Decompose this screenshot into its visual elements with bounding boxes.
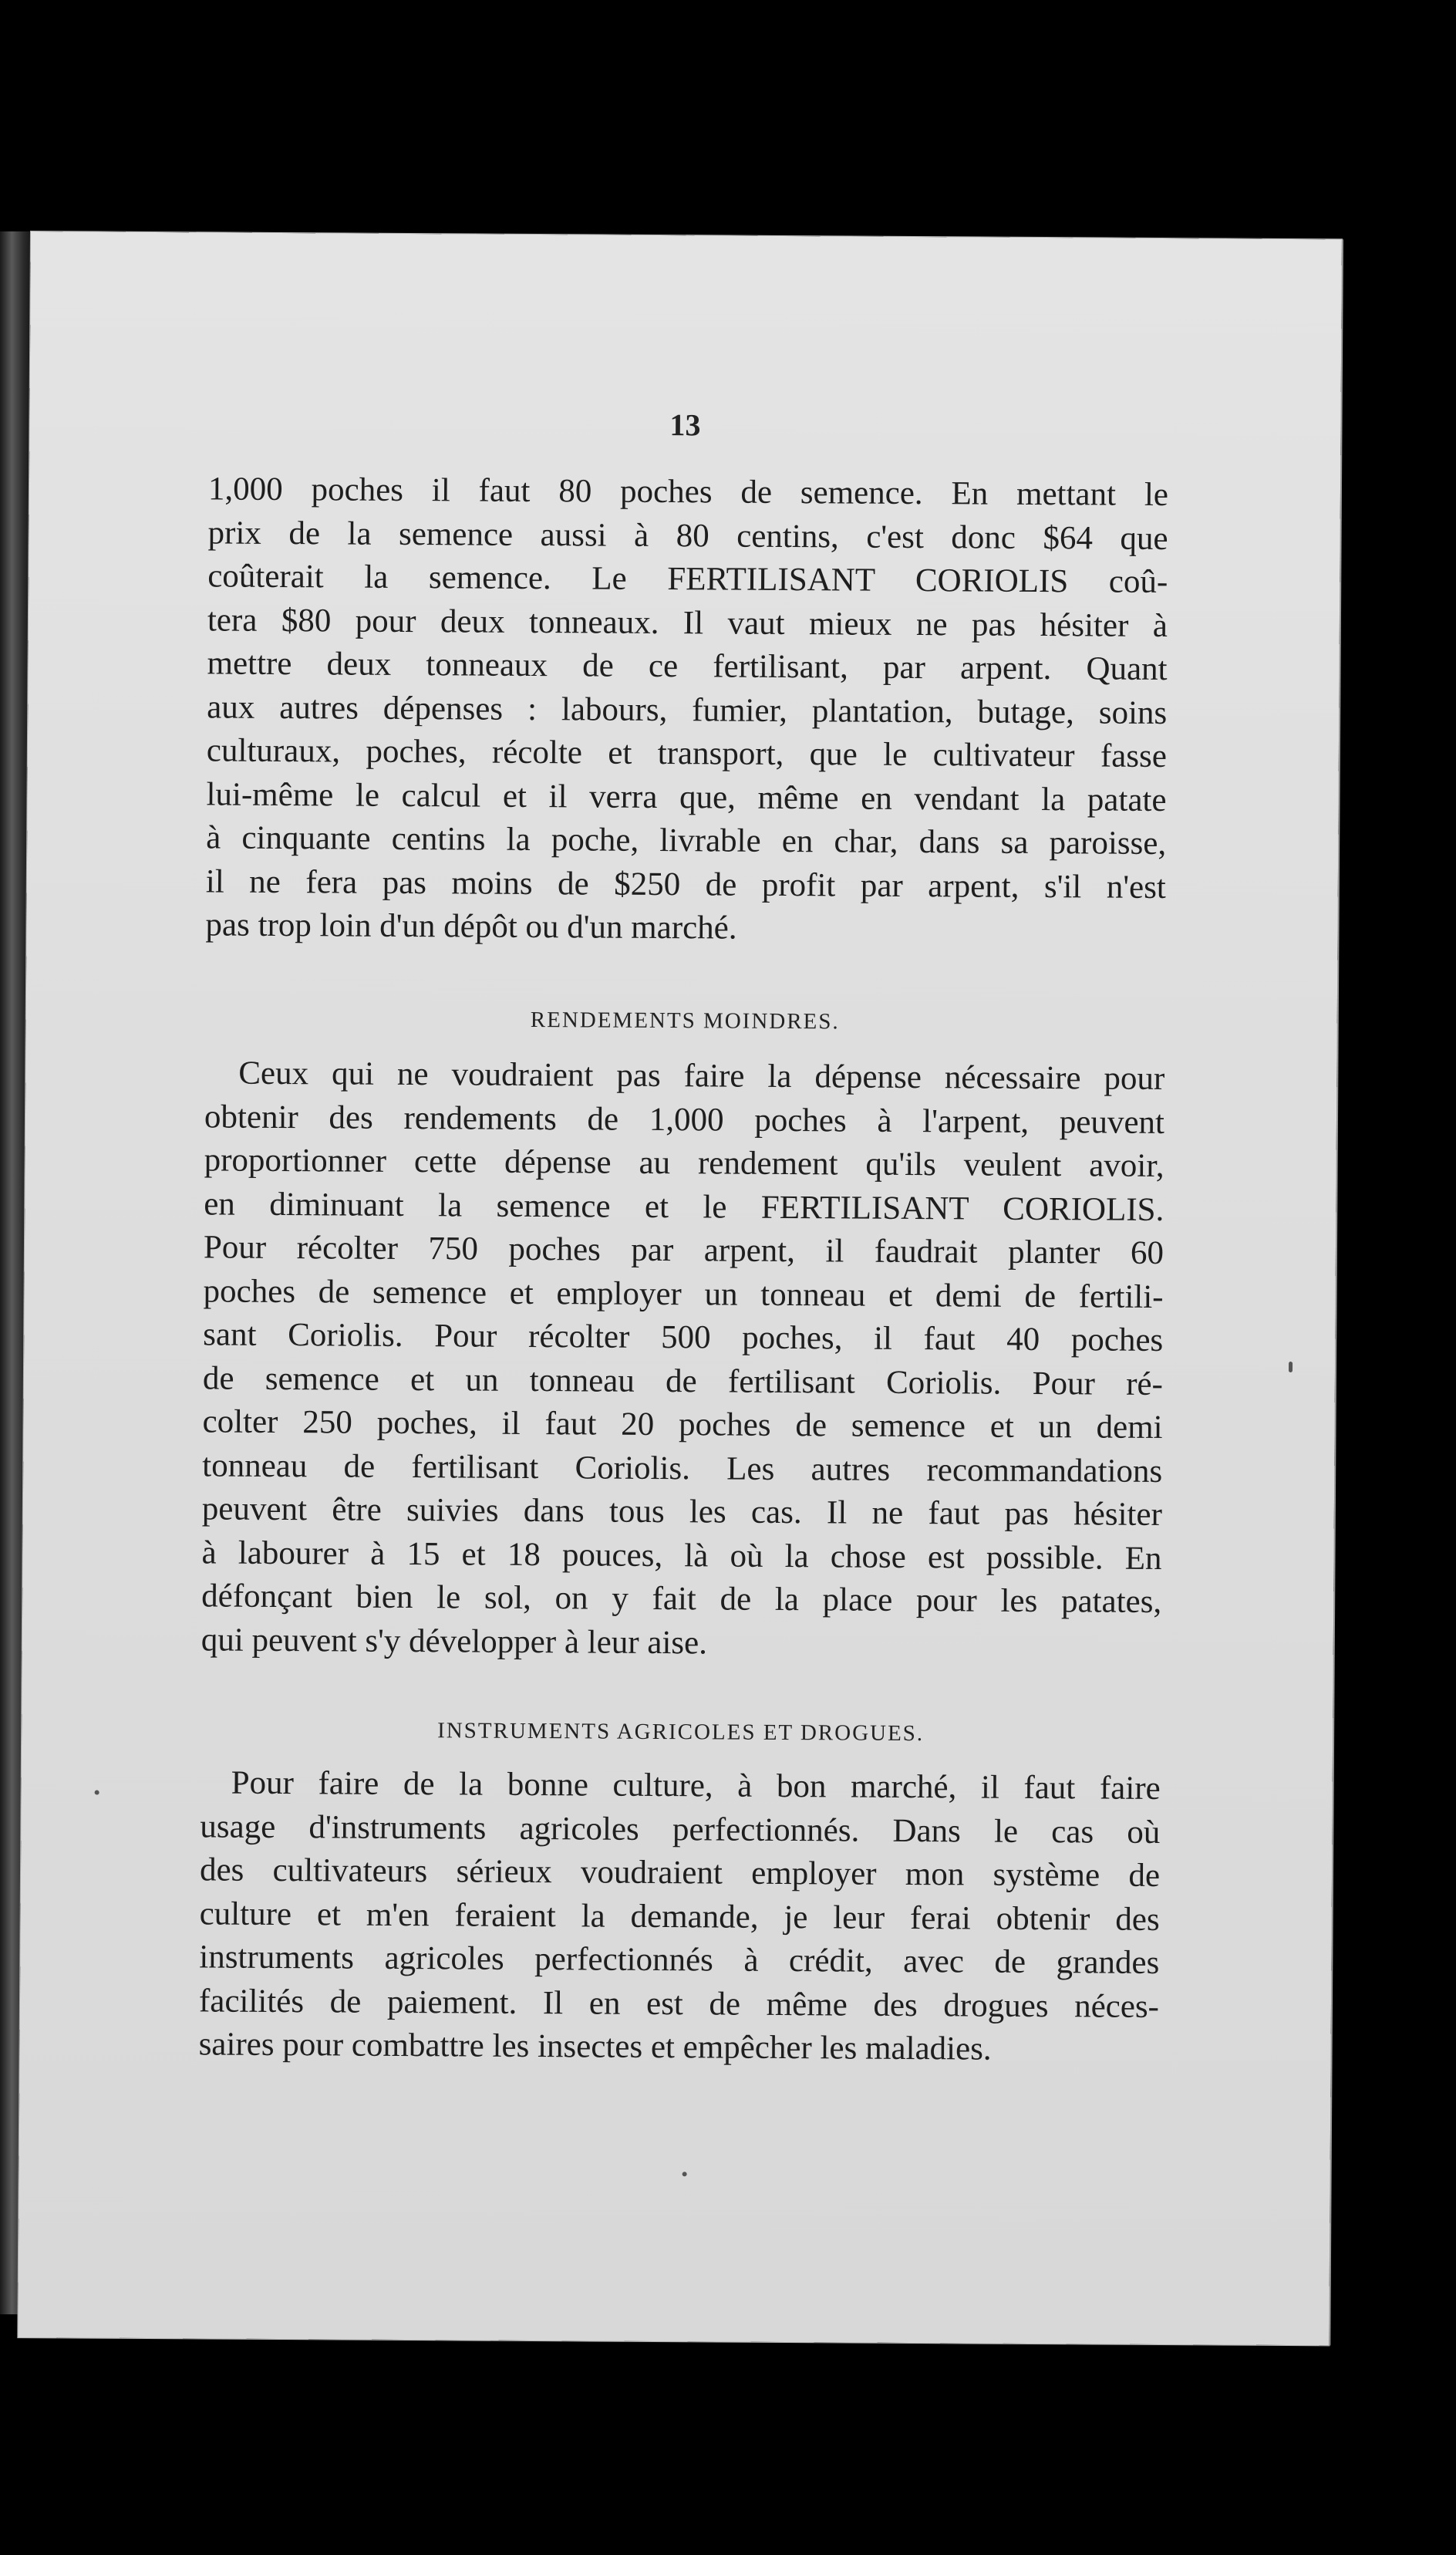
page-content xyxy=(18,231,1342,2345)
text-line: il ne fera pas moins de $250 de profit par arpent, s'il n'est xyxy=(205,862,1166,906)
text-line: défonçant bien le sol, on y fait de la place pour les patates, xyxy=(201,1578,1162,1620)
text-line: poches de semence et employer un tonneau et demi de fertili- xyxy=(203,1272,1164,1315)
text-line: culture et m'en feraient la demande, je leur ferai obtenir des xyxy=(199,1895,1160,1938)
text-line: qui peuvent s'y développer à leur aise. xyxy=(201,1621,708,1661)
text-line: à cinquante centins la poche, livrable en char, dans sa paroisse, xyxy=(206,819,1167,862)
text-line: proportionner cette dépense au rendement qu'ils veulent avoir, xyxy=(204,1142,1164,1184)
paragraph-instruments xyxy=(198,1761,1160,2072)
section-heading-instruments: INSTRUMENTS AGRICOLES ET DROGUES. xyxy=(437,1718,925,1747)
text-line: culturaux, poches, récolte et transport, que le cultivateur fasse xyxy=(206,732,1168,775)
text-line: tonneau de fertilisant Coriolis. Les autres recommandations xyxy=(202,1446,1163,1490)
text-line: en diminuant la semence et le FERTILISANT CORIOLIS. xyxy=(204,1185,1164,1228)
text-line: peuvent être suivies dans tous les cas. Il ne faut pas hésiter xyxy=(201,1490,1163,1533)
page-number: 13 xyxy=(669,407,701,443)
dust-speck xyxy=(95,1791,99,1795)
text-line: des cultivateurs sérieux voudraient employer mon système de xyxy=(199,1851,1161,1894)
text-line: Pour faire de la bonne culture, à bon marché, il faut faire xyxy=(231,1764,1161,1807)
text-line: pas trop loin d'un dépôt ou d'un marché. xyxy=(205,906,737,947)
text-line: 1,000 poches il faut 80 poches de semence. En mettant le xyxy=(207,471,1169,514)
text-line: tera $80 pour deux tonneaux. Il vaut mieux ne pas hésiter à xyxy=(207,601,1168,644)
book-page xyxy=(18,231,1342,2345)
text-line: coûterait la semence. Le FERTILISANT CORIOLIS coû- xyxy=(207,558,1168,601)
text-line: lui-même le calcul et il verra que, même en vendant la patate xyxy=(206,775,1167,818)
text-line: Pour récolter 750 poches par arpent, il faudrait planter 60 xyxy=(203,1229,1164,1271)
paragraph-rendements xyxy=(201,1051,1165,1668)
text-line: prix de la semence aussi à 80 centins, c'est donc $64 que xyxy=(207,514,1168,557)
text-line: Ceux qui ne voudraient pas faire la dépense nécessaire pour xyxy=(238,1055,1165,1098)
text-line: usage d'instruments agricoles perfectionnés. Dans le cas où xyxy=(200,1807,1161,1851)
text-line: à labourer à 15 et 18 pouces, là où la chose est possible. En xyxy=(201,1534,1162,1577)
dust-speck xyxy=(682,2172,687,2176)
text-line: mettre deux tonneaux de ce fertilisant, par arpent. Quant xyxy=(207,645,1168,688)
text-line: obtenir des rendements de 1,000 poches à l'arpent, peuvent xyxy=(204,1098,1165,1141)
text-line: de semence et un tonneau de fertilisant Coriolis. Pour ré- xyxy=(202,1359,1164,1402)
text-line: saires pour combattre les insectes et empêcher les maladies. xyxy=(198,2026,992,2067)
text-line: colter 250 poches, il faut 20 poches de semence et un demi xyxy=(202,1403,1163,1446)
paragraph-intro xyxy=(205,467,1168,953)
text-line: aux autres dépenses : labours, fumier, plantation, butage, soins xyxy=(207,688,1168,731)
text-line: instruments agricoles perfectionnés à crédit, avec de grandes xyxy=(199,1939,1160,1981)
text-line: sant Coriolis. Pour récolter 500 poches, il faut 40 poches xyxy=(203,1316,1164,1359)
section-heading-rendements: RENDEMENTS MOINDRES. xyxy=(530,1007,840,1034)
text-line: facilités de paiement. Il en est de même des drogues néces- xyxy=(198,1982,1160,2025)
dust-speck xyxy=(1289,1362,1293,1372)
